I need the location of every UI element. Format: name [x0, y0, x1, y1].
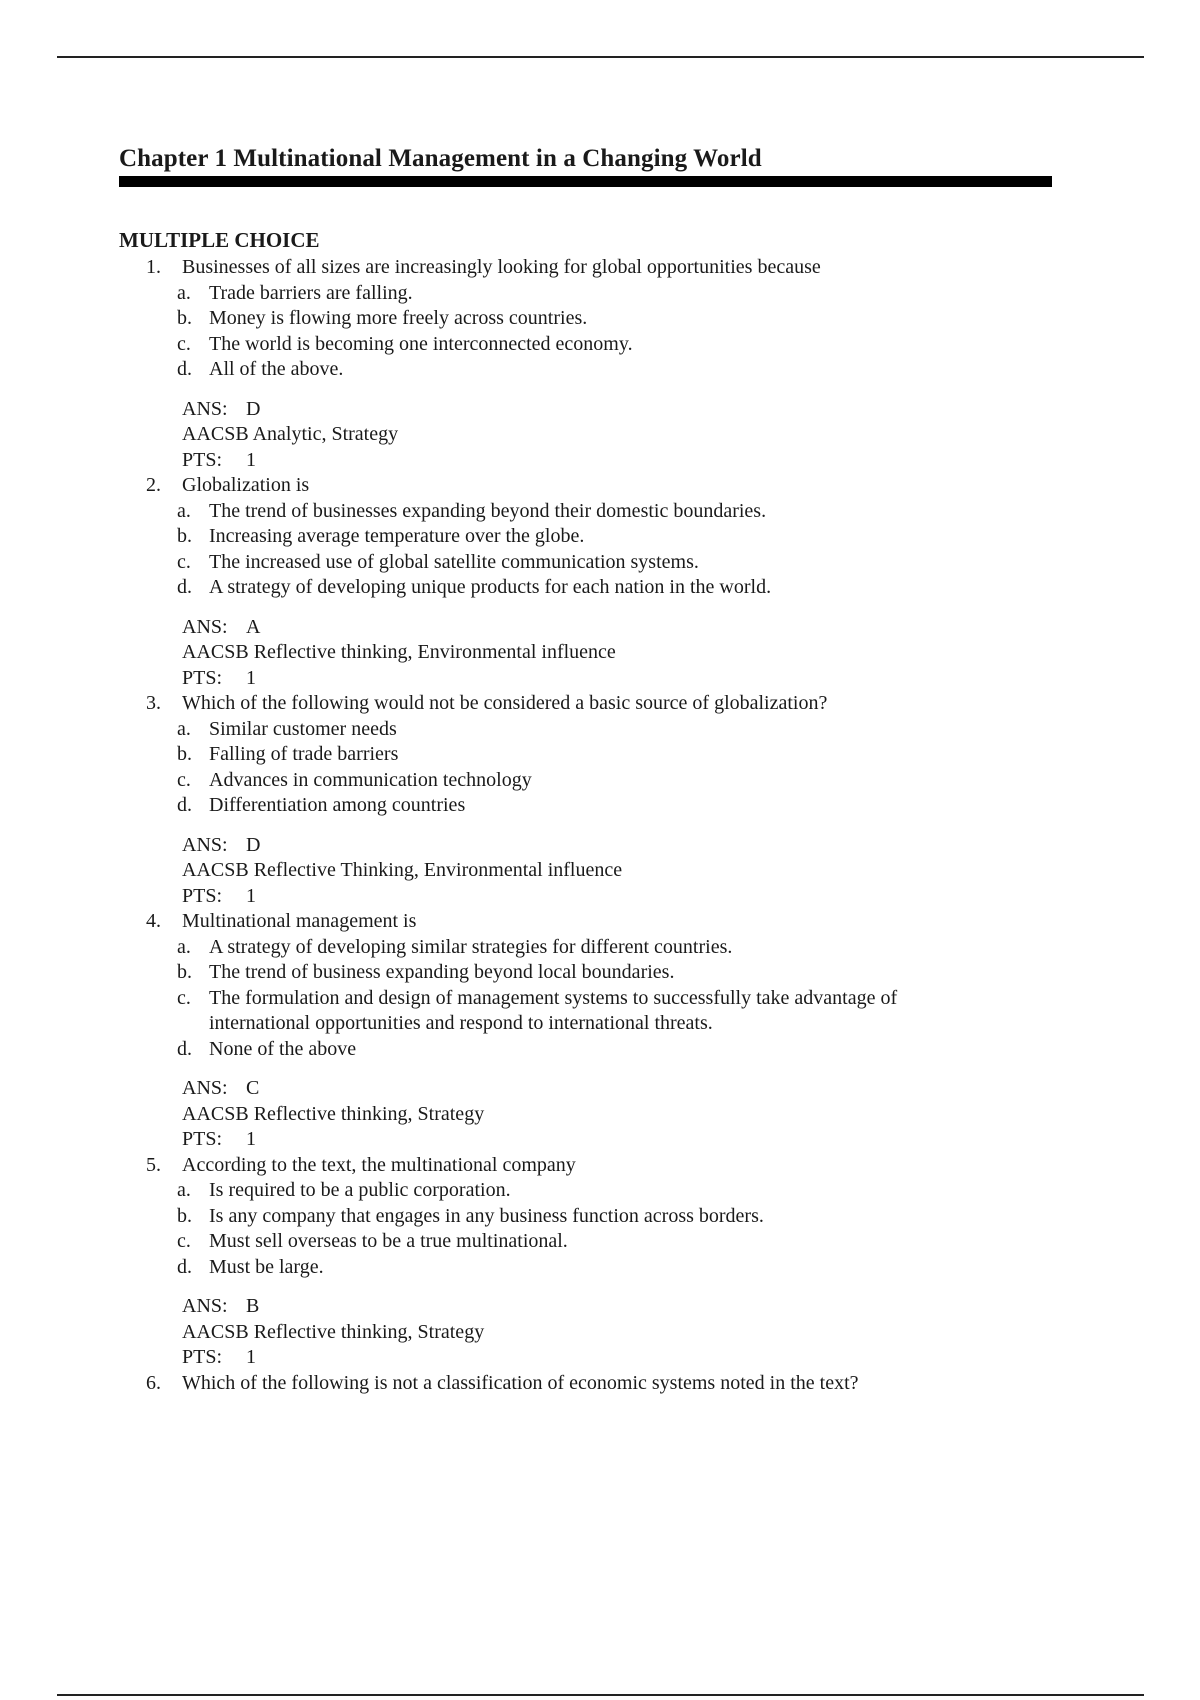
- page-bottom-rule: [57, 1694, 1144, 1696]
- option-letter: a.: [177, 1179, 191, 1201]
- option-letter: a.: [177, 281, 191, 304]
- question-stem: [146, 691, 1146, 717]
- option-letter: d.: [177, 576, 192, 598]
- option-letter: b.: [177, 743, 192, 765]
- option-list: [177, 499, 1146, 601]
- question-stem: [146, 1153, 1146, 1179]
- option-text: The trend of businesses expanding beyond their domestic boundaries.: [209, 499, 767, 522]
- question-text: Which of the following would not be considered a basic source of globalization?: [182, 692, 828, 714]
- answer-option: [177, 357, 1146, 383]
- option-text: Must sell overseas to be a true multinational.: [209, 1230, 568, 1252]
- answer-option: [177, 332, 1146, 358]
- option-text: Trade barriers are falling.: [209, 281, 413, 304]
- answer-option: [177, 768, 1146, 794]
- option-text: Must be large.: [209, 1255, 324, 1278]
- points-line: [182, 448, 1146, 474]
- answer-option: [177, 793, 1146, 819]
- option-letter: c.: [177, 768, 191, 791]
- aacsb-tag: AACSB Reflective thinking, Strategy: [182, 1320, 485, 1343]
- option-letter: a.: [177, 935, 191, 958]
- points-line: [182, 1345, 1146, 1371]
- question-item: [146, 1371, 1146, 1397]
- question-stem: [146, 909, 1146, 935]
- answer-line: [182, 615, 1146, 641]
- option-letter: b.: [177, 525, 192, 547]
- answer-line: [182, 1294, 1146, 1320]
- answer-line: [182, 397, 1146, 423]
- option-text: Advances in communication technology: [209, 768, 532, 791]
- section-heading: MULTIPLE CHOICE: [119, 228, 320, 252]
- option-letter: d.: [177, 1255, 192, 1278]
- option-text: The world is becoming one interconnected economy.: [209, 332, 633, 355]
- option-text: Falling of trade barriers: [209, 743, 399, 765]
- option-list: [177, 1178, 1146, 1280]
- option-text: Is required to be a public corporation.: [209, 1179, 511, 1201]
- option-letter: c.: [177, 550, 191, 573]
- points-value: 1: [246, 1346, 256, 1368]
- option-list: [177, 717, 1146, 819]
- option-text: The formulation and design of management systems to successfully take advantage of international opportunities and respond to international threats.: [209, 986, 898, 1034]
- option-letter: c.: [177, 1230, 191, 1252]
- answer-option: [177, 742, 1146, 768]
- aacsb-tag: AACSB Reflective Thinking, Environmental influence: [182, 859, 623, 881]
- answer-option: [177, 1229, 1146, 1255]
- option-letter: b.: [177, 307, 192, 329]
- option-letter: b.: [177, 1204, 192, 1227]
- answer-value: D: [246, 397, 261, 420]
- question-item: [146, 255, 1146, 473]
- answer-option: [177, 575, 1146, 601]
- question-number: 5.: [146, 1153, 161, 1176]
- question-list: [146, 255, 1146, 1396]
- answer-meta: [182, 615, 1146, 692]
- option-text: A strategy of developing similar strategies for different countries.: [209, 935, 733, 958]
- question-item: [146, 1153, 1146, 1371]
- answer-label: ANS:: [182, 397, 228, 420]
- answer-line: [182, 1076, 1146, 1102]
- points-label: PTS:: [182, 666, 223, 689]
- points-value: 1: [246, 884, 256, 907]
- option-text: Is any company that engages in any business function across borders.: [209, 1204, 764, 1227]
- answer-label: ANS:: [182, 1295, 228, 1317]
- aacsb-tag: AACSB Analytic, Strategy: [182, 423, 399, 445]
- option-letter: c.: [177, 986, 191, 1009]
- aacsb-tag: AACSB Reflective thinking, Environmental influence: [182, 641, 616, 663]
- question-item: [146, 691, 1146, 909]
- option-text: All of the above.: [209, 358, 344, 380]
- chapter-title: Chapter 1 Multinational Management in a Changing World: [119, 145, 762, 172]
- points-value: 1: [246, 1128, 256, 1150]
- question-text: Which of the following is not a classification of economic systems noted in the text?: [182, 1371, 859, 1394]
- points-label: PTS:: [182, 884, 223, 907]
- question-number: 2.: [146, 474, 161, 496]
- option-letter: d.: [177, 358, 192, 380]
- question-number: 1.: [146, 256, 161, 278]
- question-stem: [146, 255, 1146, 281]
- chapter-title-bar: [119, 176, 1052, 187]
- points-value: 1: [246, 666, 256, 689]
- option-list: [177, 935, 1146, 1063]
- option-list: [177, 281, 1146, 383]
- points-line: [182, 666, 1146, 692]
- answer-meta: [182, 833, 1146, 910]
- answer-option: [177, 524, 1146, 550]
- option-text: The increased use of global satellite communication systems.: [209, 550, 699, 573]
- aacsb-tag: AACSB Reflective thinking, Strategy: [182, 1102, 485, 1125]
- question-text: Multinational management is: [182, 910, 417, 932]
- answer-option: [177, 306, 1146, 332]
- points-line: [182, 884, 1146, 910]
- answer-label: ANS:: [182, 1077, 228, 1099]
- option-letter: d.: [177, 1037, 192, 1060]
- answer-option: [177, 499, 1146, 525]
- answer-option: [177, 1178, 1146, 1204]
- answer-label: ANS:: [182, 615, 228, 638]
- option-text: Money is flowing more freely across countries.: [209, 307, 588, 329]
- option-text: None of the above: [209, 1037, 357, 1060]
- option-letter: c.: [177, 332, 191, 355]
- option-text: The trend of business expanding beyond local boundaries.: [209, 961, 675, 983]
- option-letter: b.: [177, 961, 192, 983]
- option-text: Similar customer needs: [209, 717, 397, 740]
- page-top-rule: [57, 56, 1144, 58]
- option-letter: a.: [177, 717, 191, 740]
- points-label: PTS:: [182, 448, 223, 471]
- question-number: 3.: [146, 692, 161, 714]
- answer-meta: [182, 397, 1146, 474]
- points-label: PTS:: [182, 1346, 223, 1368]
- answer-value: D: [246, 833, 261, 856]
- answer-option: [177, 1255, 1146, 1281]
- answer-option: [177, 960, 1146, 986]
- option-text: Increasing average temperature over the globe.: [209, 525, 585, 547]
- question-stem: [146, 473, 1146, 499]
- question-stem: [146, 1371, 1146, 1397]
- points-value: 1: [246, 448, 256, 471]
- points-line: [182, 1127, 1146, 1153]
- option-text: A strategy of developing unique products for each nation in the world.: [209, 576, 772, 598]
- answer-label: ANS:: [182, 833, 228, 856]
- question-text: Businesses of all sizes are increasingly looking for global opportunities because: [182, 256, 821, 278]
- answer-option: [177, 935, 1146, 961]
- answer-option: [177, 986, 1146, 1037]
- answer-value: A: [246, 615, 261, 638]
- answer-meta: [182, 1294, 1146, 1371]
- answer-value: C: [246, 1077, 260, 1099]
- option-letter: d.: [177, 794, 192, 816]
- option-letter: a.: [177, 499, 191, 522]
- answer-meta: [182, 1076, 1146, 1153]
- question-item: [146, 473, 1146, 691]
- question-item: [146, 909, 1146, 1153]
- answer-value: B: [246, 1295, 260, 1317]
- points-label: PTS:: [182, 1128, 223, 1150]
- answer-option: [177, 1037, 1146, 1063]
- answer-option: [177, 717, 1146, 743]
- question-number: 4.: [146, 910, 161, 932]
- answer-option: [177, 1204, 1146, 1230]
- question-number: 6.: [146, 1371, 161, 1394]
- question-text: Globalization is: [182, 474, 310, 496]
- answer-option: [177, 550, 1146, 576]
- question-text: According to the text, the multinational company: [182, 1153, 576, 1176]
- answer-line: [182, 833, 1146, 859]
- option-text: Differentiation among countries: [209, 794, 466, 816]
- answer-option: [177, 281, 1146, 307]
